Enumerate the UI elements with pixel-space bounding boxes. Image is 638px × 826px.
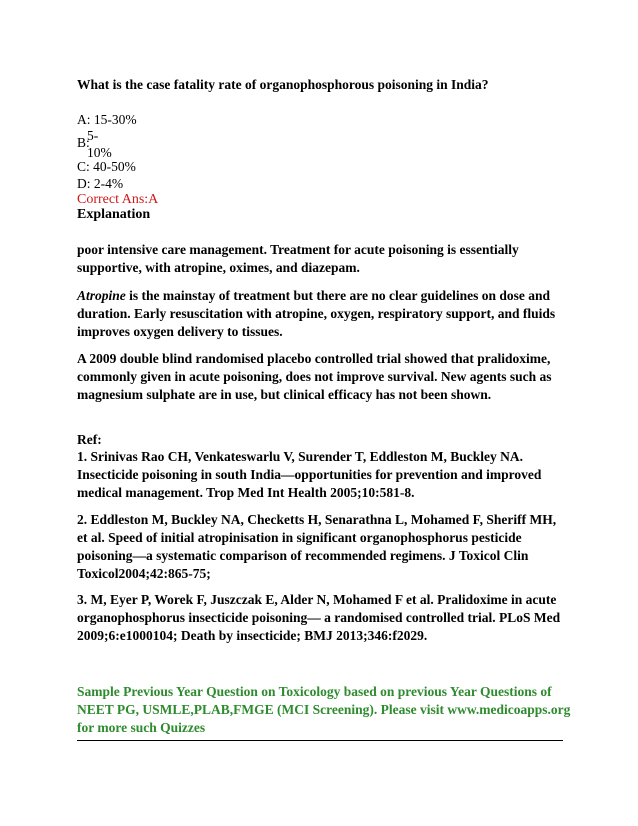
explanation-paragraph-1: poor intensive care management. Treatment for acute poisoning is essentially supportive, with atropine, oximes, and diazepam. (77, 242, 519, 275)
reference-3: 3. M, Eyer P, Worek F, Juszczak E, Alder N, Mohamed F et al. Pralidoxime in acute organophosphorus insecticide poisoning— a randomised controlled trial. PLoS Med 2009;6:e1000104; Death by insecticide; BMJ 2013;346:f2029. (77, 592, 561, 643)
paragraph-2-body: is the mainstay of treatment but there are no clear guidelines on dose and duration. Early resuscitation with atropine, oxygen, respiratory support, and fluids improves oxygen delivery to tissues. (77, 288, 556, 339)
option-b-value: 5-10% (87, 128, 112, 160)
correct-answer: Correct Ans:A (77, 192, 159, 207)
reference-2: 2. Eddleston M, Buckley NA, Checketts H, Senarathna L, Mohamed F, Sheriff MH, et al. Speed of initial atropinisation in significant organophosphorus pesticide poisoning—a systematic comparison of recommended regimens. J Toxicol Clin Toxicol2004;42:865-75; (77, 512, 557, 581)
footer-promo: Sample Previous Year Question on Toxicology based on previous Year Questions of NEET PG, USMLE,PLAB,FMGE (MCI Screening). Please visit www.medicoapps.org for more such Quizzes (77, 684, 571, 735)
question-text: What is the case fatality rate of organophosphorous poisoning in India? (77, 77, 489, 92)
atropine-term: Atropine (77, 288, 126, 303)
option-a: A: 15-30% (77, 112, 137, 127)
option-b-label: B: (77, 135, 90, 150)
references-heading: Ref: (77, 432, 102, 447)
option-d: D: 2-4% (77, 176, 124, 191)
explanation-paragraph-2 (77, 287, 567, 341)
footer-divider (77, 740, 563, 741)
reference-1: 1. Srinivas Rao CH, Venkateswarlu V, Surender T, Eddleston M, Buckley NA. Insecticide poisoning in south India—opportunities for prevention and improved medical management. Trop Med Int Health 2005;10:581-8. (77, 449, 542, 500)
option-c: C: 40-50% (77, 159, 136, 174)
explanation-heading: Explanation (77, 207, 151, 222)
explanation-paragraph-3: A 2009 double blind randomised placebo controlled trial showed that pralidoxime, commonly given in acute poisoning, does not improve survival. New agents such as magnesium sulphate are in use, but clinical efficacy has not been shown. (77, 351, 552, 402)
